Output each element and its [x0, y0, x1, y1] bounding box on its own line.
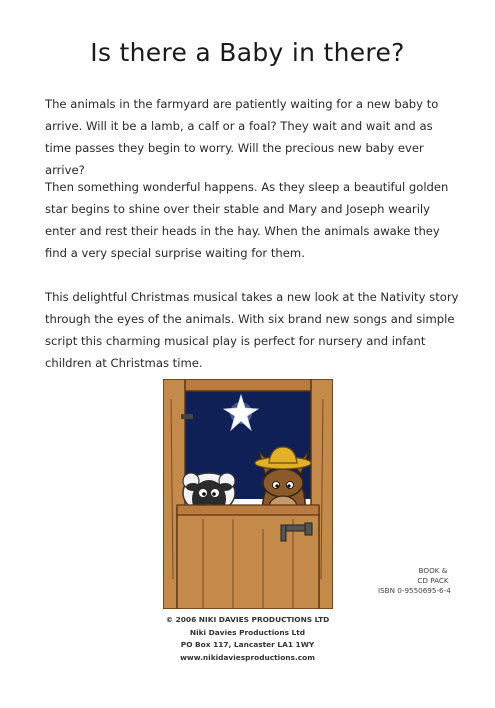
publisher-footer	[0, 614, 495, 664]
stable-door	[177, 505, 319, 609]
pack-line-1: BOOK &	[418, 566, 448, 575]
company-name: Niki Davies Productions Ltd	[189, 627, 306, 637]
synopsis-paragraph-1: The animals in the farmyard are patiently waiting for a new baby to arrive. Will it be a lamb, a calf or a foal? They wait and wait and as time passes they begin to worry. Will the precious new baby ever arrive?	[45, 97, 439, 177]
postal-address: PO Box 117, Lancaster LA1 1WY	[180, 640, 315, 649]
pack-line-2: CD PACK	[417, 576, 449, 585]
website-url: www.nikidaviesproductions.com	[180, 652, 315, 662]
pack-info	[378, 566, 473, 596]
page-title: Is there a Baby in there?	[90, 38, 405, 67]
copyright-line: © 2006 NIKI DAVIES PRODUCTIONS LTD	[165, 615, 330, 624]
stable-illustration	[163, 379, 333, 613]
isbn-number: ISBN 0-9550695-6-4	[378, 586, 451, 595]
synopsis-paragraph-3: This delightful Christmas musical takes a new look at the Nativity story through the eyes of the animals. With six brand new songs and simple script this charming musical play is perfect for nursery and infant children at Christmas time.	[45, 290, 459, 370]
synopsis-paragraph-2: Then something wonderful happens. As they sleep a beautiful golden star begins to shine over their stable and Mary and Joseph wearily enter and rest their heads in the hay. When the animals awake they find a very special surprise waiting for them.	[45, 180, 449, 260]
